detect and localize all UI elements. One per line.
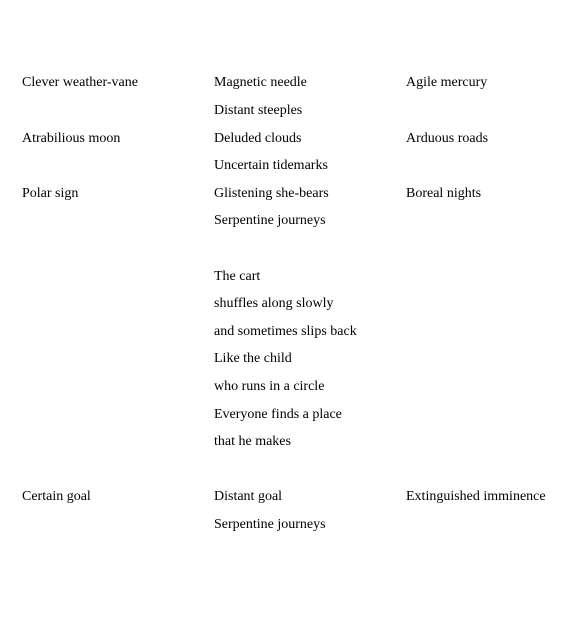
poem-line: Distant goal (214, 489, 283, 504)
poem-line: Polar sign (22, 186, 79, 201)
poem-line: Magnetic needle (214, 75, 307, 90)
poem-line: that he makes (214, 434, 291, 449)
poem-line: Serpentine journeys (214, 213, 326, 228)
poem-line: shuffles along slowly (214, 296, 334, 311)
poem-line: Distant steeples (214, 103, 303, 118)
poem-line: Certain goal (22, 489, 91, 504)
poem-line: Like the child (214, 351, 292, 366)
poem-line: Deluded clouds (214, 131, 302, 146)
poem-line: Extinguished imminence (406, 489, 546, 504)
poem-line: Glistening she-bears (214, 186, 329, 201)
poem-line: Boreal nights (406, 186, 482, 201)
poem-line: Arduous roads (406, 131, 489, 146)
poem-line: Serpentine journeys (214, 517, 326, 532)
poem-line: Everyone finds a place (214, 407, 342, 422)
poem-line: Clever weather-vane (22, 75, 138, 90)
poem-line: Atrabilious moon (22, 131, 121, 146)
poem-line: who runs in a circle (214, 379, 325, 394)
poem-line: and sometimes slips back (214, 324, 357, 339)
poem-line: The cart (214, 269, 261, 284)
poem-line: Uncertain tidemarks (214, 158, 328, 173)
poem-line: Agile mercury (406, 75, 488, 90)
